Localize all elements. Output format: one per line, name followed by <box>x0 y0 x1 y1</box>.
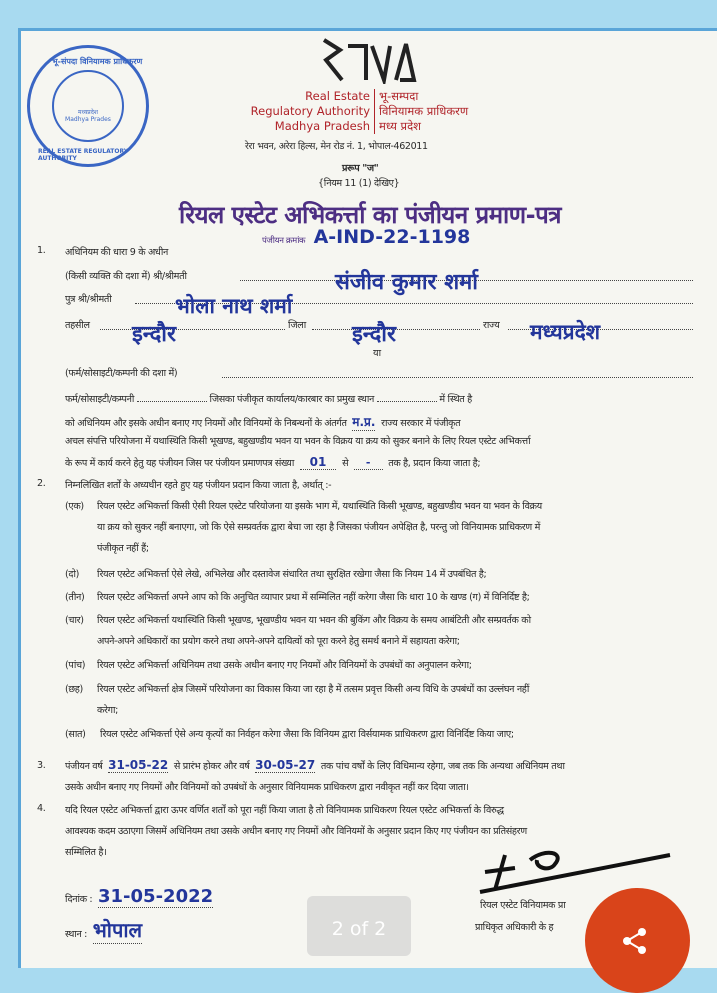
item-num: 4. <box>37 803 46 814</box>
item2-head: निम्नलिखित शर्तों के अध्यधीन रहते हुए यह पंजीयन प्रदान किया जाता है, अर्थात् :- <box>65 480 332 491</box>
parent-label: पुत्र श्री/श्रीमती <box>65 294 112 305</box>
office-blank <box>377 394 437 402</box>
item1-line5: के रूप में कार्य करने हेतु यह पंजीयन जिस पर पंजीयन प्रमाणपत्र संख्या <box>65 458 294 469</box>
item1-line5b: तक है, प्रदान किया जाता है; <box>388 458 481 469</box>
situated-label: में स्थित है <box>439 394 472 405</box>
condition-text: करेगा; <box>97 705 119 716</box>
tehsil-value: इन्दौर <box>132 322 176 347</box>
issue-date: 31-05-2022 <box>98 886 214 907</box>
item4-line: आवश्यक कदम उठाएगा जिसमें अधिनियम तथा उसके अधीन बनाए गए नियमों और विनियमों के अनुसार प्रदान किए गए पंजीयन का प्रतिसंहरण <box>65 826 527 837</box>
place-label: स्थान : <box>65 929 88 940</box>
condition-text: रियल एस्टेट अभिकर्त्ता किसी ऐसी रियल एस्टेट परियोजना या इसके भाग में, यथास्थिति किसी भूखण्ड, बहुखण्डीय भवन या भवन के विक्रय <box>97 501 542 512</box>
office-label: जिसका पंजीकृत कार्यालय/कारबार का प्रमुख स्थान <box>209 394 374 405</box>
condition-text: अपने-अपने अधिकारों का प्रयोग करने तथा अपने-अपने दायित्वों को पूरा करने हेतु समर्थ बनाने में सहायता करेगा; <box>97 636 460 647</box>
district-label: जिला <box>288 320 306 331</box>
page-indicator: 2 of 2 <box>307 896 411 956</box>
signatory-authority: प्राधिकृत अधिकारी के ह <box>475 922 554 933</box>
condition-text: रियल एस्टेट अभिकर्त्ता अधिनियम तथा उसके अधीन बनाए गए नियमों और विनियमों के उपबंधों का अनुपालन करेगा; <box>97 660 472 671</box>
seal-inner-hi: मध्यप्रदेश <box>77 109 98 116</box>
date-label: दिनांक : <box>65 894 93 905</box>
item1-line4: अचल संपत्ति परियोजना में यथास्थिति किसी भूखण्ड, बहुखण्डीय भवन या भवन के विक्रय या क्रय को सुकर बनाने के लिए रियल एस्टेट अभिकर्त्ता <box>65 436 531 447</box>
place-row <box>65 916 145 944</box>
or-text: या <box>373 348 381 359</box>
share-button[interactable] <box>585 888 690 993</box>
condition-label: (एक) <box>65 501 84 512</box>
item3-row <box>65 758 565 773</box>
agent-name: संजीव कुमार शर्मा <box>335 270 479 295</box>
condition-label: (सात) <box>65 729 86 740</box>
from-label: से <box>342 458 349 469</box>
condition-label: (पांच) <box>65 660 86 671</box>
end-date: 30-05-27 <box>255 758 316 772</box>
cert-number: 01 <box>300 455 337 470</box>
form-label: प्ररूप "ज" <box>342 163 379 174</box>
hi-line: भू-सम्पदा <box>379 89 419 103</box>
seal-inner-en: Madhya Prades <box>65 116 111 123</box>
condition-text: या क्रय को सुकर नहीं बनाएगा, जो कि ऐसे सम्प्रवर्तक द्वारा बेचा जा रहा है जिसका पंजीयन अपेक्षित है, परन्तु जो विनियामक प्राधिकरण में <box>97 522 540 533</box>
item-num: 3. <box>37 760 46 771</box>
rule-ref: {नियम 11 (1) देखिए} <box>318 178 400 189</box>
header-en <box>251 89 370 134</box>
address: रेरा भवन, अरेरा हिल्स, मेन रोड नं. 1, भोपाल-462011 <box>245 141 428 152</box>
item3-line2: उसके अधीन बनाए गए नियमों और विनियमों को उपबंधों के अनुसार विनियामक प्राधिकरण द्वारा नवीकृत नहीं कर दिया जाता। <box>65 782 469 793</box>
item1-line3: को अधिनियम और इसके अधीन बनाए गए नियमों और विनियमों के निबन्धनों के अंतर्गत <box>65 418 347 429</box>
condition-text: रियल एस्टेट अभिकर्त्ता अपने आप को कि अनुचित व्यापार प्रथा में सम्मिलित नहीं करेगा जैसा कि धारा 10 के खण्ड (ग) में विनिर्दिष्ट है; <box>97 592 530 603</box>
hi-line: मध्य प्रदेश <box>379 119 421 133</box>
item1-line3b: राज्य सरकार में पंजीकृत <box>381 418 461 429</box>
header-hi <box>374 89 468 134</box>
hi-line: विनियामक प्राधिकरण <box>379 104 469 118</box>
tehsil-label: तहसील <box>65 320 90 331</box>
item3-b: से प्रारंभ होकर और वर्ष <box>173 761 250 772</box>
item4-line: यदि रियल एस्टेट अभिकर्त्ता द्वारा ऊपर वर्णित शर्तों को पूरा नहीं किया जाता है तो विनियामक प्राधिकरण रियल एस्टेट अभिकर्त्ता के विरुद्ध <box>65 805 504 816</box>
condition-text: रियल एस्टेट अभिकर्त्ता यथास्थिति किसी भूखण्ड, भूखण्डीय भवन या भवन की बुकिंग और विक्रय के समय आबंटिती और सम्प्रवर्तक को <box>97 615 531 626</box>
condition-label: (दो) <box>65 569 80 580</box>
en-line: Madhya Pradesh <box>274 119 370 133</box>
item3-c: तक पांच वर्षों के लिए विधिमान्य रहेगा, जब तक कि अन्यथा अधिनियम तथा <box>320 761 565 772</box>
state-label: राज्य <box>483 320 500 331</box>
item3-a: पंजीयन वर्ष <box>65 761 103 772</box>
firm-blank <box>137 394 207 402</box>
state-short: म.प्र. <box>352 415 376 429</box>
condition-text: रियल एस्टेट अभिकर्त्ता ऐसे लेखे, अभिलेख और दस्तावेज संधारित तथा सुरक्षित रखेगा जैसा कि नियम 14 में उपबंधित है; <box>97 569 487 580</box>
seal-ring-top: भू-संपदा विनियामक प्राधिकरण <box>52 57 143 66</box>
firm-label: फर्म/सोसाइटी/कम्पनी <box>65 394 135 405</box>
reg-label: पंजीयन क्रमांक <box>262 236 306 246</box>
firm-case-label: (फर्म/सोसाइटी/कम्पनी की दशा में) <box>65 368 178 379</box>
condition-text: पंजीकृत नहीं हैं; <box>97 543 149 554</box>
condition-label: (छह) <box>65 684 83 695</box>
seal-ring-bottom: REAL ESTATE REGULATORY AUTHORITY <box>38 148 129 162</box>
rera-seal <box>27 45 149 167</box>
state-value: मध्यप्रदेश <box>530 320 601 344</box>
condition-text: रियल एस्टेट अभिकर्त्ता ऐसे अन्य कृत्यों का निर्वहन करेगा जैसा कि विनियम द्वारा विर्सयामक प्राधिकरण द्वारा विनिर्दिष्ट किया जाए; <box>100 729 514 740</box>
item1-head: अधिनियम की धारा 9 के अधीन <box>65 247 168 258</box>
signatory-title: रियल एस्टेट विनियामक प्रा <box>480 900 566 911</box>
item1-line3-row <box>65 413 460 431</box>
condition-text: रियल एस्टेट अभिकर्त्ता क्षेत्र जिसमें परियोजना का विकास किया जा रहा है में तत्सम प्रवृत्त किसी अन्य विधि के उपबंधों का उल्लंघन नहीं <box>97 684 530 695</box>
page-title: रियल एस्टेट अभिकर्त्ता का पंजीयन प्रमाण-पत्र <box>179 201 561 229</box>
person-label: (किसी व्यक्ति की दशा में) श्री/श्रीमती <box>65 271 187 282</box>
item-num: 1. <box>37 245 46 256</box>
condition-label: (तीन) <box>65 592 85 603</box>
to-value: - <box>354 456 383 470</box>
share-icon <box>620 926 650 956</box>
item4-line: सम्मिलित है। <box>65 847 107 858</box>
parent-name: भोला नाथ शर्मा <box>175 294 293 318</box>
firm-row <box>65 392 472 405</box>
start-date: 31-05-22 <box>108 758 169 772</box>
condition-label: (चार) <box>65 615 84 626</box>
en-line: Real Estate <box>305 89 370 103</box>
district-value: इन्दौर <box>352 322 396 347</box>
signature <box>475 840 675 895</box>
item-num: 2. <box>37 478 46 489</box>
date-row <box>65 886 216 908</box>
en-line: Regulatory Authority <box>250 104 370 118</box>
issue-place: भोपाल <box>92 918 143 942</box>
rera-logo <box>320 36 418 84</box>
reg-row <box>262 226 473 248</box>
item1-line5-row <box>65 455 480 470</box>
reg-number: A-IND-22-1198 <box>313 226 471 248</box>
